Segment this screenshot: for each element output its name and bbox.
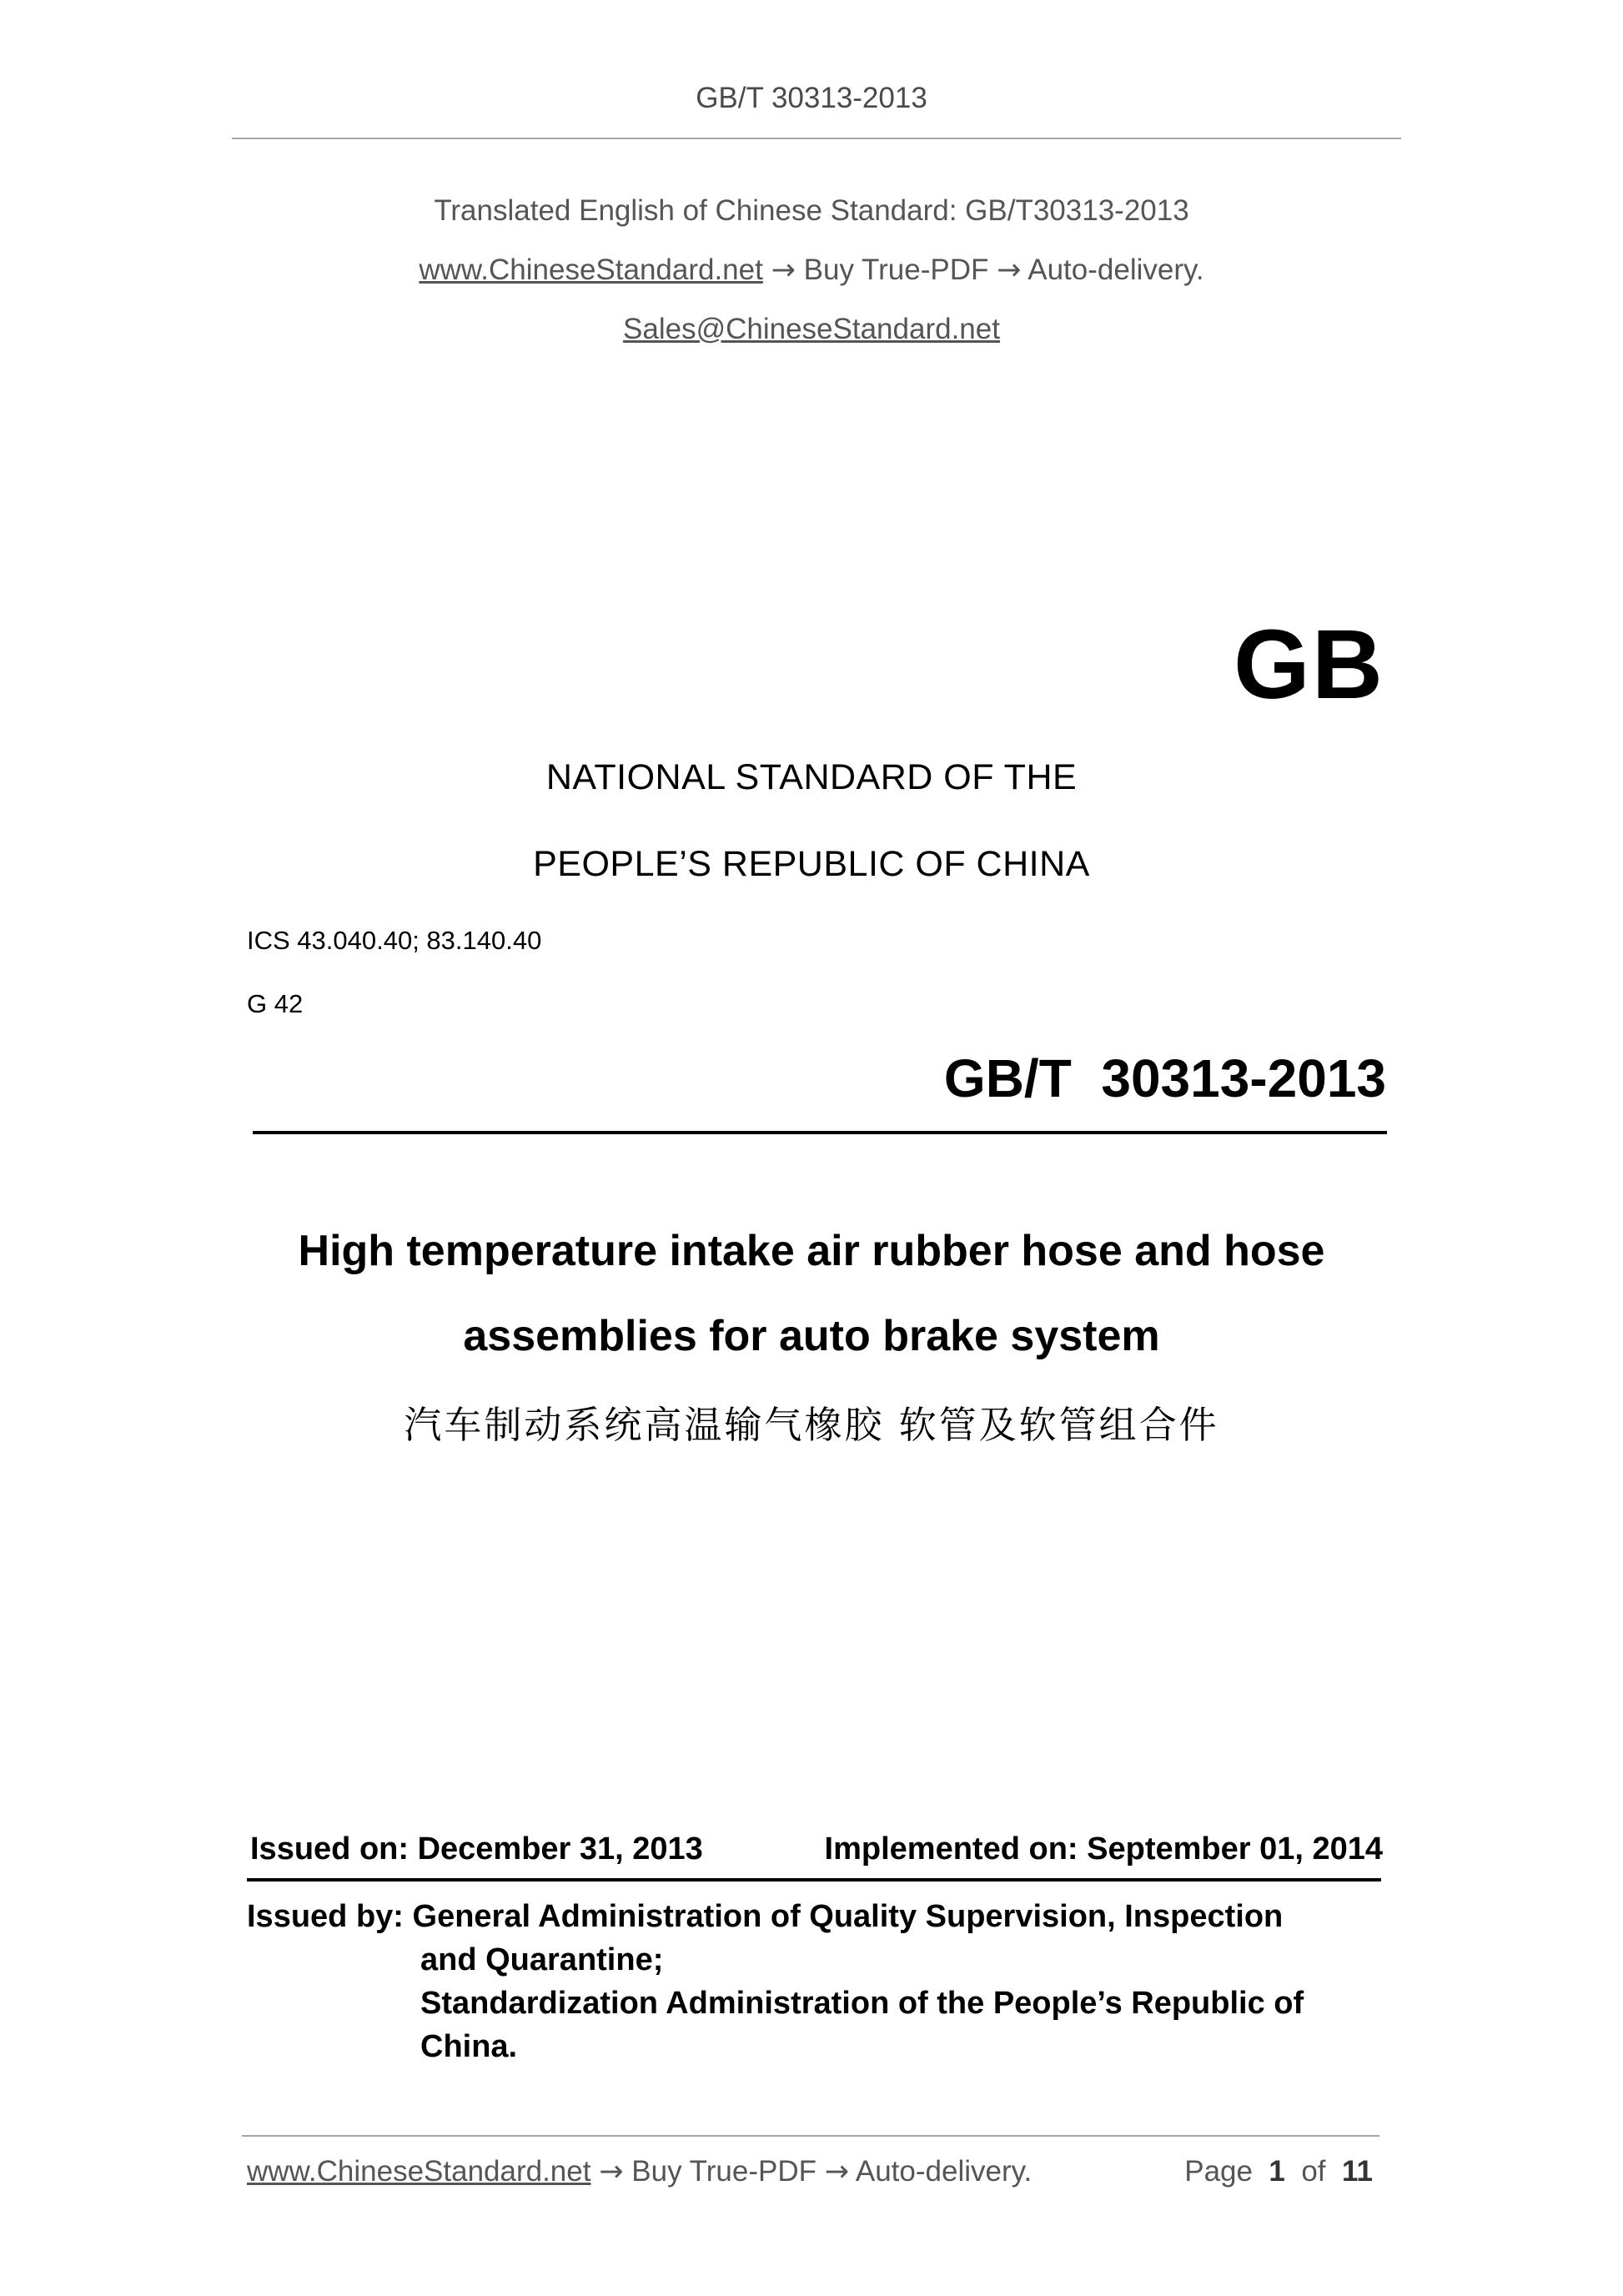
promo-links: [0, 254, 1623, 287]
standard-number: GB/T 30313-2013: [943, 1048, 1386, 1108]
implemented-on: Implemented on: September 01, 2014: [824, 1831, 1383, 1866]
running-header: GB/T 30313-2013: [696, 82, 927, 114]
issued-on: Issued on: December 31, 2013: [250, 1831, 703, 1866]
gb-logo: GB: [1234, 610, 1384, 720]
footer-links: [247, 2155, 1032, 2188]
issuer-2-line1: Standardization Administration of the People’s Republic of: [420, 1986, 1304, 2021]
issuer-1-line1: General Administration of Quality Supervision, Inspection: [412, 1899, 1284, 1934]
title-en-line1: High temperature intake air rubber hose and hose: [298, 1227, 1325, 1275]
national-standard-line1: NATIONAL STANDARD OF THE: [545, 757, 1078, 797]
arrow-right-icon: →: [599, 2155, 624, 2188]
footer-site-link[interactable]: www.ChineseStandard.net: [247, 2155, 591, 2188]
issuer-2-line2: China.: [420, 2029, 518, 2064]
arrow-right-icon: →: [771, 254, 796, 287]
page-label: Page: [1184, 2155, 1253, 2188]
issuer-1-line2: and Quarantine;: [420, 1942, 664, 1977]
issued-by-block: [247, 1895, 1398, 2068]
footer-divider: [242, 2135, 1379, 2137]
national-standard-line2: PEOPLE’S REPUBLIC OF CHINA: [533, 844, 1090, 884]
page-indicator: [1184, 2155, 1373, 2188]
site-link[interactable]: www.ChineseStandard.net: [419, 254, 763, 286]
promo-email-row: [0, 313, 1623, 346]
header-divider: [232, 138, 1401, 139]
ics-code: ICS 43.040.40; 83.140.40: [247, 926, 542, 955]
ccs-code: G 42: [247, 989, 304, 1018]
page-total: 11: [1342, 2155, 1373, 2188]
page-current: 1: [1269, 2155, 1285, 2188]
buy-pdf-text: Buy True-PDF: [803, 254, 989, 286]
sales-email-link[interactable]: Sales@ChineseStandard.net: [623, 313, 1000, 345]
title-en-line2: assemblies for auto brake system: [463, 1312, 1160, 1360]
auto-delivery-text: Auto-delivery.: [1028, 254, 1204, 286]
footer-buy-text: Buy True-PDF: [631, 2155, 817, 2188]
arrow-right-icon: →: [997, 254, 1022, 287]
issued-by-label: Issued by:: [247, 1899, 404, 1934]
standard-number-rule: [253, 1131, 1387, 1134]
arrow-right-icon: →: [824, 2155, 850, 2188]
title-cn: 汽车制动系统高温输气橡胶 软管及软管组合件: [404, 1403, 1219, 1447]
footer-auto-text: Auto-delivery.: [855, 2155, 1033, 2188]
promo-title: Translated English of Chinese Standard: GB/T30313-2013: [434, 194, 1189, 227]
issue-dates-rule: [247, 1878, 1381, 1882]
of-label: of: [1301, 2155, 1326, 2188]
